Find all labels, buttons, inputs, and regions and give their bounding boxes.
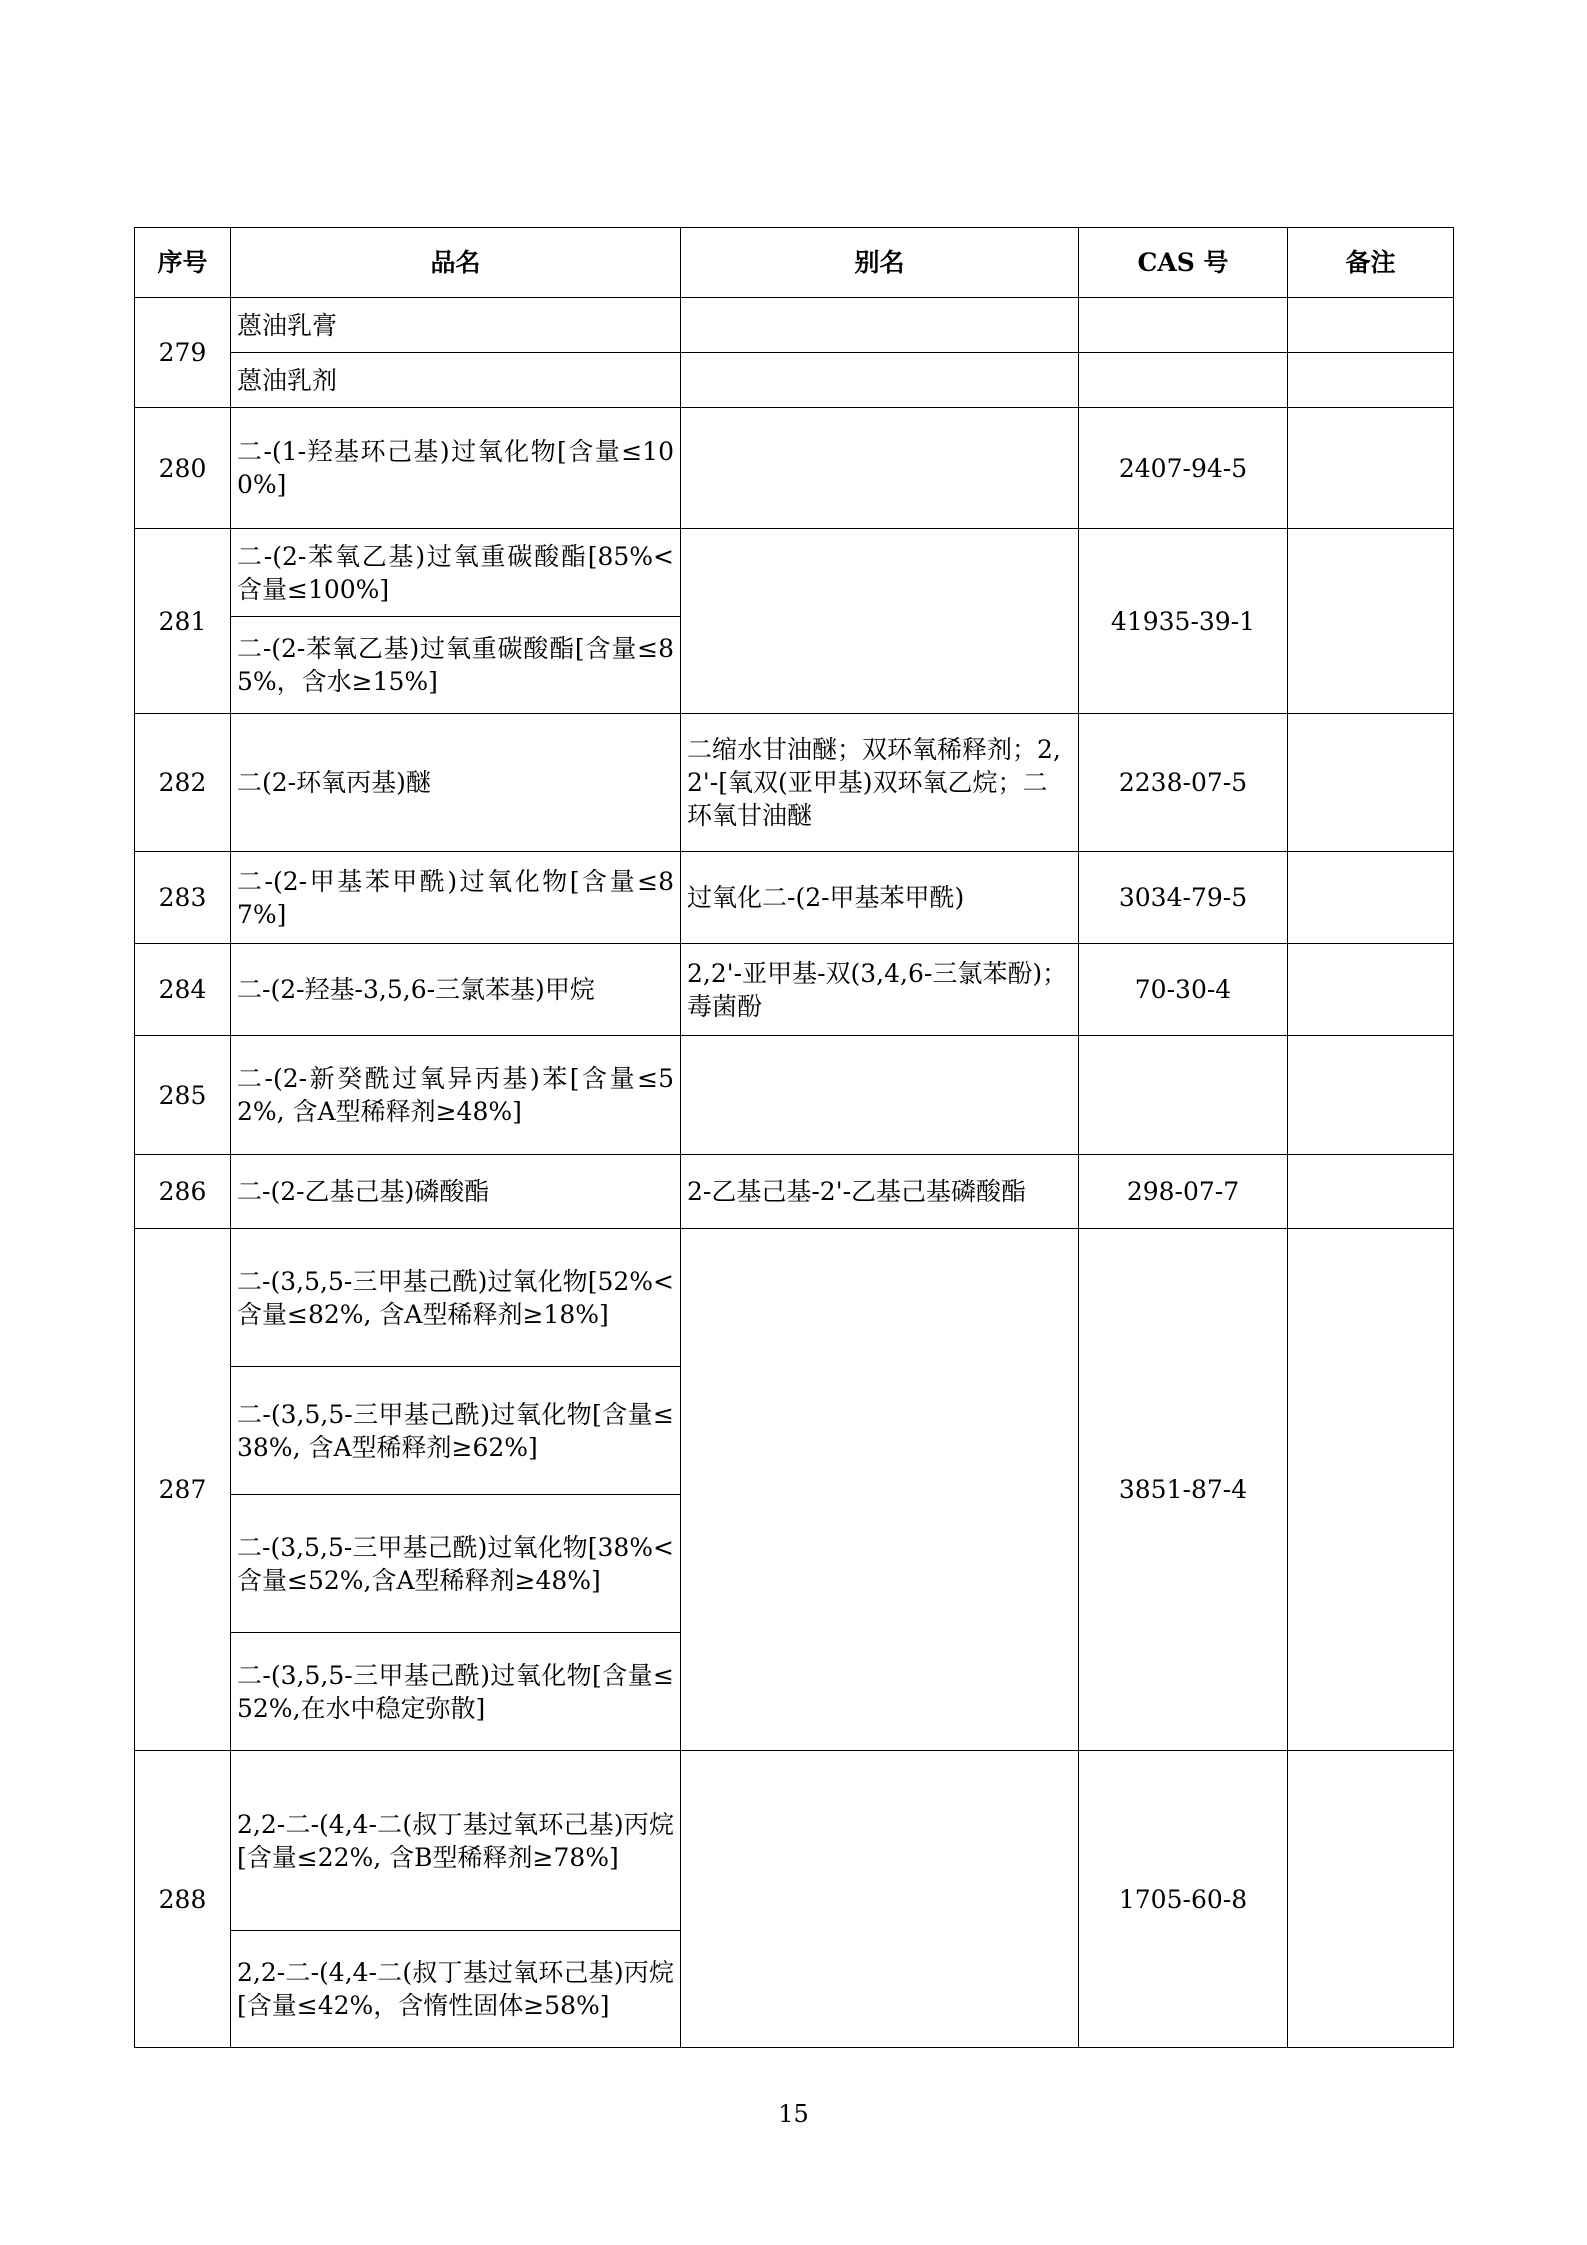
table-row [135, 1229, 1454, 1367]
cell-cas-number [1079, 1036, 1288, 1155]
table-row [135, 298, 1454, 353]
cell-cas-number: 2238-07-5 [1079, 714, 1288, 852]
cell-cas-number [1079, 353, 1288, 408]
table-row [135, 852, 1454, 944]
cell-alias [681, 298, 1079, 353]
cell-seq: 287 [135, 1229, 231, 1751]
cell-alias [681, 1036, 1079, 1155]
product-name-text: 二-(2-苯氧乙基)过氧重碳酸酯[含量≤85%，含水≥15%] [237, 634, 674, 696]
cell-seq: 281 [135, 529, 231, 714]
header-alias: 别名 [681, 228, 1079, 298]
cell-product-name [231, 714, 681, 852]
cell-product-name [231, 1036, 681, 1155]
product-name-text: 二-(3,5,5-三甲基己酰)过氧化物[38%<含量≤52%,含A型稀释剂≥48%] [237, 1532, 674, 1595]
product-name-text: 二-(2-乙基己基)磷酸酯 [237, 1177, 490, 1206]
cell-alias: 二缩水甘油醚；双环氧稀释剂；2,2'-[氧双(亚甲基)双环氧乙烷；二环氧甘油醚 [681, 714, 1079, 852]
cell-note [1288, 714, 1454, 852]
cell-product-name [231, 529, 681, 617]
table-row [135, 1155, 1454, 1229]
cell-product-name [231, 1155, 681, 1229]
cell-note [1288, 852, 1454, 944]
cell-seq: 280 [135, 408, 231, 529]
cell-seq: 282 [135, 714, 231, 852]
cell-seq: 283 [135, 852, 231, 944]
product-name-text: 二-(2-新癸酰过氧异丙基)苯[含量≤52%, 含A型稀释剂≥48%] [237, 1064, 674, 1126]
cell-cas-number: 1705-60-8 [1079, 1751, 1288, 2048]
cell-seq: 285 [135, 1036, 231, 1155]
product-name-text: 二-(3,5,5-三甲基己酰)过氧化物[含量≤52%,在水中稳定弥散] [237, 1660, 674, 1723]
cell-product-name [231, 408, 681, 529]
cell-seq: 288 [135, 1751, 231, 2048]
cell-product-name [231, 1931, 681, 2048]
cell-cas-number: 298-07-7 [1079, 1155, 1288, 1229]
header-name: 品名 [231, 228, 681, 298]
hazardous-chemicals-table [134, 227, 1454, 2048]
cell-product-name [231, 1367, 681, 1495]
cell-alias [681, 529, 1079, 714]
table-row [135, 1036, 1454, 1155]
cell-cas-number [1079, 298, 1288, 353]
header-note: 备注 [1288, 228, 1454, 298]
cell-note [1288, 1751, 1454, 2048]
product-name-text: 二-(1-羟基环己基)过氧化物[含量≤100%] [237, 437, 674, 499]
cell-note [1288, 944, 1454, 1036]
cell-alias [681, 353, 1079, 408]
cell-note [1288, 1229, 1454, 1751]
cell-cas-number: 41935-39-1 [1079, 529, 1288, 714]
table-row [135, 353, 1454, 408]
cell-product-name [231, 617, 681, 714]
cell-cas-number: 3851-87-4 [1079, 1229, 1288, 1751]
table-row [135, 1751, 1454, 1931]
table-row [135, 529, 1454, 617]
product-name-text: 二-(2-苯氧乙基)过氧重碳酸酯[85%<含量≤100%] [237, 541, 674, 604]
cell-note [1288, 1155, 1454, 1229]
cell-product-name [231, 1633, 681, 1751]
product-name-text: 2,2-二-(4,4-二(叔丁基过氧环己基)丙烷[含量≤42%，含惰性固体≥58%] [237, 1958, 674, 2020]
page-number: 15 [778, 2100, 809, 2128]
cell-product-name [231, 353, 681, 408]
cell-alias [681, 1229, 1079, 1751]
product-name-text: 蒽油乳膏 [237, 310, 338, 340]
product-name-text: 二-(2-甲基苯甲酰)过氧化物[含量≤87%] [237, 866, 674, 929]
cell-cas-number: 3034-79-5 [1079, 852, 1288, 944]
table-row [135, 408, 1454, 529]
header-row [135, 228, 1454, 298]
product-name-text: 二-(3,5,5-三甲基己酰)过氧化物[52%<含量≤82%, 含A型稀释剂≥18%] [237, 1266, 674, 1329]
cell-cas-number: 70-30-4 [1079, 944, 1288, 1036]
cell-product-name [231, 944, 681, 1036]
cell-product-name [231, 298, 681, 353]
cell-alias [681, 1751, 1079, 2048]
cell-note [1288, 529, 1454, 714]
cell-seq: 284 [135, 944, 231, 1036]
cell-alias: 2,2'-亚甲基-双(3,4,6-三氯苯酚)；毒菌酚 [681, 944, 1079, 1036]
cell-alias: 过氧化二-(2-甲基苯甲酰) [681, 852, 1079, 944]
table-body [135, 298, 1454, 2048]
product-name-text: 二(2-环氧丙基)醚 [237, 768, 431, 797]
cell-alias: 2-乙基己基-2'-乙基己基磷酸酯 [681, 1155, 1079, 1229]
cell-product-name [231, 1229, 681, 1367]
cell-seq: 279 [135, 298, 231, 408]
cell-cas-number: 2407-94-5 [1079, 408, 1288, 529]
cell-note [1288, 353, 1454, 408]
table-row [135, 714, 1454, 852]
header-seq: 序号 [135, 228, 231, 298]
cell-note [1288, 408, 1454, 529]
cell-seq: 286 [135, 1155, 231, 1229]
cell-note [1288, 1036, 1454, 1155]
cell-product-name [231, 852, 681, 944]
product-name-text: 二-(2-羟基-3,5,6-三氯苯基)甲烷 [237, 975, 595, 1004]
cell-alias [681, 408, 1079, 529]
cell-product-name [231, 1751, 681, 1931]
product-name-text: 2,2-二-(4,4-二(叔丁基过氧环己基)丙烷[含量≤22%, 含B型稀释剂≥78%] [237, 1809, 674, 1872]
product-name-text: 蒽油乳剂 [237, 365, 338, 395]
product-name-text: 二-(3,5,5-三甲基己酰)过氧化物[含量≤38%, 含A型稀释剂≥62%] [237, 1399, 674, 1462]
table-row [135, 944, 1454, 1036]
header-cas: CAS 号 [1079, 228, 1288, 298]
cell-product-name [231, 1495, 681, 1633]
cell-note [1288, 298, 1454, 353]
